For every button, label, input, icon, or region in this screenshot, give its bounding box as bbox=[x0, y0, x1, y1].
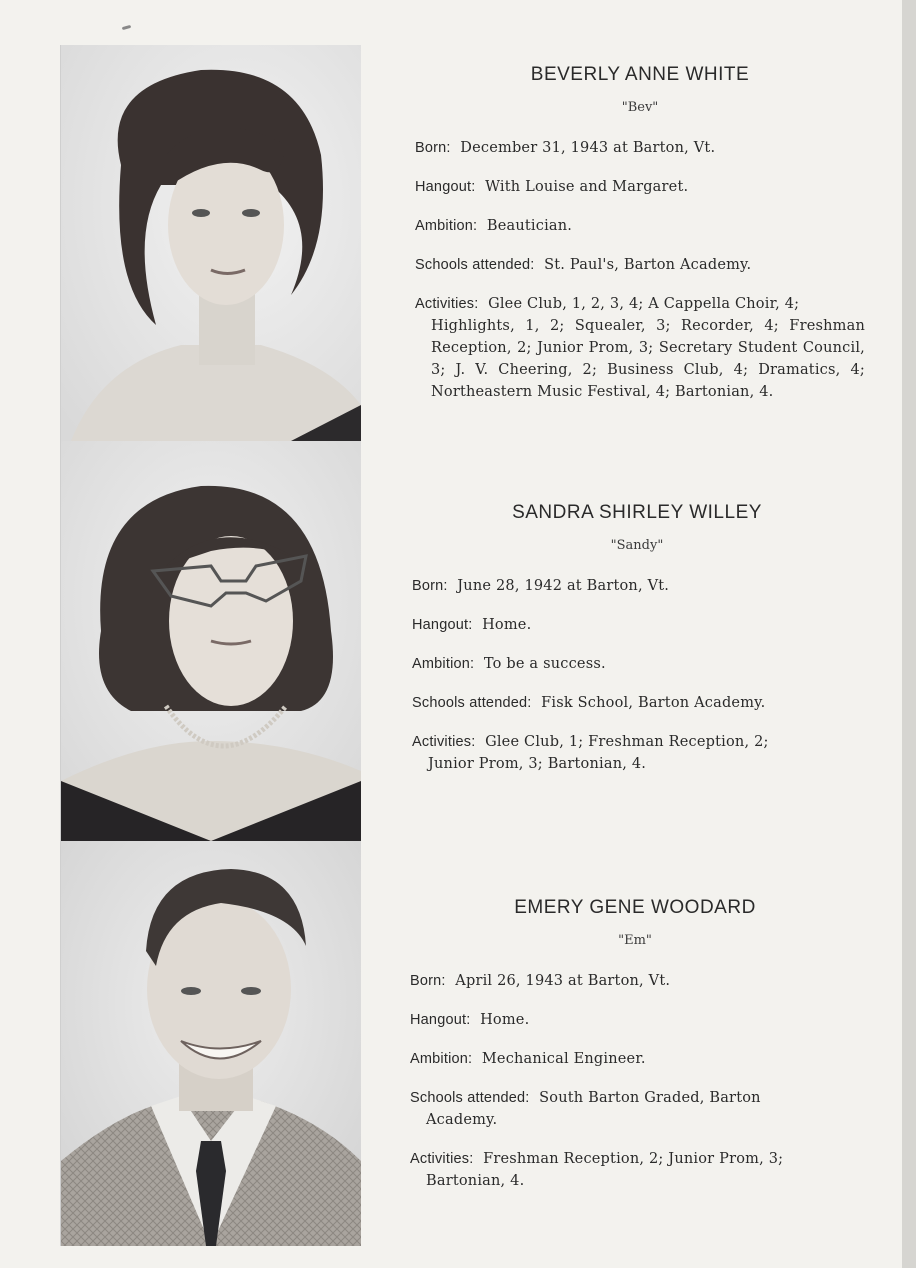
born-line bbox=[412, 575, 862, 597]
page-edge bbox=[902, 0, 916, 1268]
born-label: Born: bbox=[415, 140, 451, 156]
student-nickname: "Sandy" bbox=[610, 538, 664, 553]
student-name: EMERY GENE WOODARD bbox=[514, 897, 756, 918]
hangout-line bbox=[412, 614, 862, 636]
born-label: Born: bbox=[410, 973, 446, 989]
ambition-label: Ambition: bbox=[412, 656, 475, 672]
hangout-label: Hangout: bbox=[415, 179, 476, 195]
portrait-photo-sandra bbox=[60, 441, 361, 841]
activities-label: Activities: bbox=[415, 296, 479, 312]
born-value: December 31, 1943 at Barton, Vt. bbox=[460, 140, 716, 156]
activities-value-first: Glee Club, 1, 2, 3, 4; A Cappella Choir, 4; bbox=[488, 296, 800, 312]
born-label: Born: bbox=[412, 578, 448, 594]
born-line bbox=[415, 137, 865, 159]
born-value: June 28, 1942 at Barton, Vt. bbox=[457, 578, 670, 594]
activities-block bbox=[415, 293, 865, 403]
ambition-value: Mechanical Engineer. bbox=[481, 1051, 646, 1067]
activities-block bbox=[412, 731, 862, 775]
ambition-line bbox=[410, 1048, 860, 1070]
ambition-label: Ambition: bbox=[415, 218, 478, 234]
activities-value-rest: Junior Prom, 3; Bartonian, 4. bbox=[428, 756, 647, 772]
schools-line bbox=[412, 692, 862, 714]
hangout-value: With Louise and Margaret. bbox=[485, 179, 689, 195]
portrait-photo-beverly bbox=[60, 45, 361, 441]
activities-value-first: Glee Club, 1; Freshman Reception, 2; bbox=[485, 734, 769, 750]
student-entry-emery bbox=[410, 897, 860, 1192]
born-line bbox=[410, 970, 860, 992]
schools-label: Schools attended: bbox=[412, 695, 532, 711]
student-name: BEVERLY ANNE WHITE bbox=[530, 64, 750, 85]
ambition-line bbox=[415, 215, 865, 237]
activities-block bbox=[410, 1148, 860, 1192]
activities-label: Activities: bbox=[410, 1151, 474, 1167]
schools-line bbox=[415, 254, 865, 276]
activities-value-rest: Bartonian, 4. bbox=[426, 1173, 525, 1189]
student-entry-beverly bbox=[415, 64, 865, 403]
schools-label: Schools attended: bbox=[415, 257, 535, 273]
ambition-label: Ambition: bbox=[410, 1051, 473, 1067]
hangout-value: Home. bbox=[482, 617, 532, 633]
ambition-value: To be a success. bbox=[483, 656, 606, 672]
schools-label: Schools attended: bbox=[410, 1090, 530, 1106]
print-speck bbox=[122, 25, 131, 30]
schools-value: Fisk School, Barton Academy. bbox=[541, 695, 766, 711]
hangout-line bbox=[415, 176, 865, 198]
schools-value-rest: Academy. bbox=[426, 1112, 498, 1128]
schools-value: South Barton Graded, Barton bbox=[539, 1090, 761, 1106]
hangout-label: Hangout: bbox=[412, 617, 473, 633]
activities-value-first: Freshman Reception, 2; Junior Prom, 3; bbox=[483, 1151, 784, 1167]
schools-value: St. Paul's, Barton Academy. bbox=[544, 257, 752, 273]
hangout-value: Home. bbox=[480, 1012, 530, 1028]
activities-label: Activities: bbox=[412, 734, 476, 750]
hangout-line bbox=[410, 1009, 860, 1031]
student-name: SANDRA SHIRLEY WILLEY bbox=[512, 502, 762, 523]
born-value: April 26, 1943 at Barton, Vt. bbox=[455, 973, 671, 989]
activities-value-rest: Highlights, 1, 2; Squealer, 3; Recorder, 4; Freshman Reception, 2; Junior Prom, 3; Secretary Student Council, 3; J. V. Cheering, 2; Business Club, 4; Dramatics, 4; Northeastern Music Festival, 4; Bartonian, 4. bbox=[431, 318, 865, 400]
ambition-value: Beautician. bbox=[486, 218, 573, 234]
schools-line bbox=[410, 1087, 860, 1131]
portrait-photo-emery bbox=[60, 841, 361, 1246]
student-entry-sandra bbox=[412, 502, 862, 775]
student-nickname: "Bev" bbox=[621, 100, 659, 115]
student-nickname: "Em" bbox=[618, 933, 652, 948]
hangout-label: Hangout: bbox=[410, 1012, 471, 1028]
ambition-line bbox=[412, 653, 862, 675]
